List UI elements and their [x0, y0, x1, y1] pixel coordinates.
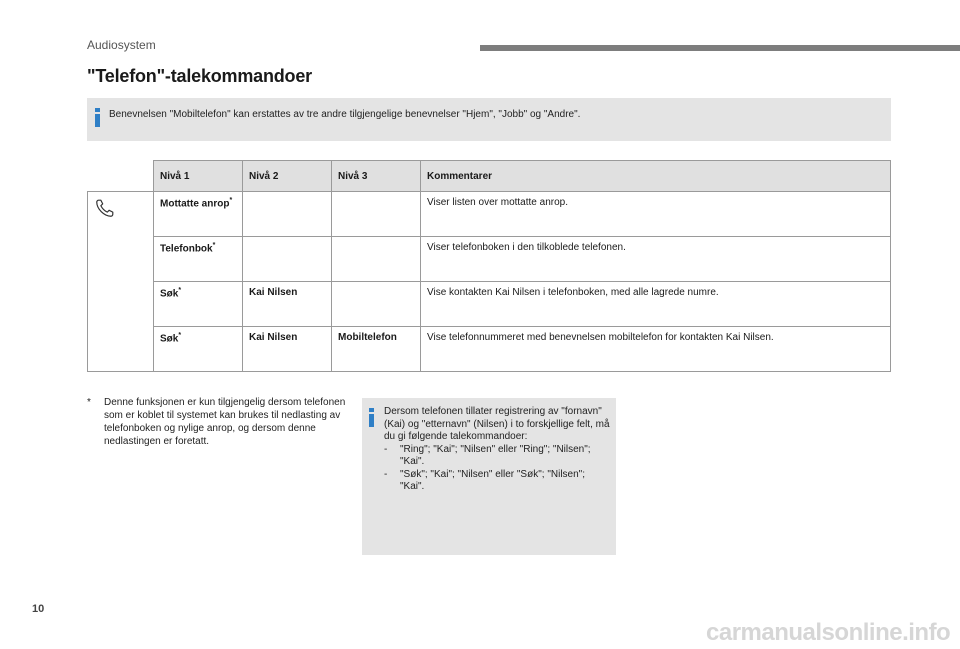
table-header-cell: Nivå 2 [243, 161, 332, 192]
table-header-cell: Nivå 1 [154, 161, 243, 192]
table-cell-level2: Kai Nilsen [243, 282, 332, 327]
table-cell-level2 [243, 237, 332, 282]
table-cell-level3: Mobiltelefon [332, 327, 421, 372]
table-cell-comment: Vise kontakten Kai Nilsen i telefonboken, med alle lagrede numre. [421, 282, 891, 327]
info-note-intro: Dersom telefonen tillater registrering av "fornavn" (Kai) og "etternavn" (Nilsen) i to forskjellige felt, må du gi følgende talekommandoer: [384, 406, 610, 442]
table-header-cell: Nivå 3 [332, 161, 421, 192]
table-cell-comment: Viser listen over mottatte anrop. [421, 192, 891, 237]
table-cell-level1: Søk* [154, 282, 243, 327]
section-label: Audiosystem [87, 38, 156, 52]
table-cell-comment: Vise telefonnummeret med benevnelsen mobiltelefon for kontakten Kai Nilsen. [421, 327, 891, 372]
footnote [87, 396, 352, 448]
table-row [88, 282, 891, 327]
watermark: carmanualsonline.info [706, 619, 951, 646]
table-row [88, 237, 891, 282]
footnote-marker: * [87, 397, 91, 408]
info-note-top [87, 98, 891, 141]
header-bar [480, 45, 960, 51]
info-icon [95, 108, 100, 127]
table-cell-level1: Telefonbok* [154, 237, 243, 282]
table-cell-level1: Søk* [154, 327, 243, 372]
info-note-bottom [362, 398, 616, 555]
table-header-cell: Kommentarer [421, 161, 891, 192]
table-cell-comment: Viser telefonboken i den tilkoblede telefonen. [421, 237, 891, 282]
table-cell-level3 [332, 192, 421, 237]
info-icon [369, 408, 374, 427]
table-cell-level2 [243, 192, 332, 237]
table-header-blank [88, 161, 154, 192]
page-number: 10 [32, 603, 45, 615]
list-item: - "Søk"; "Kai"; "Nilsen" eller "Søk"; "Nilsen"; "Kai". [384, 468, 585, 492]
list-item: - "Ring"; "Kai"; "Nilsen" eller "Ring"; "Nilsen"; "Kai". [384, 443, 591, 467]
phone-icon-cell [88, 192, 154, 372]
page-title: "Telefon"-talekommandoer [87, 66, 312, 86]
table-cell-level3 [332, 282, 421, 327]
table-header-row [88, 161, 891, 192]
table-row [88, 192, 891, 237]
phone-icon [94, 197, 116, 219]
table-cell-level3 [332, 237, 421, 282]
table-row [88, 327, 891, 372]
table-cell-level1: Mottatte anrop* [154, 192, 243, 237]
footnote-text: Denne funksjonen er kun tilgjengelig dersom telefonen som er koblet til systemet kan brukes til nedlasting av telefonboken og nylige anrop, og dersom denne nedlastingen er foretatt. [104, 397, 346, 447]
table-cell-level2: Kai Nilsen [243, 327, 332, 372]
voice-command-table [87, 160, 891, 372]
info-note-text: Benevnelsen "Mobiltelefon" kan erstattes av tre andre tilgjengelige benevnelser "Hjem", "Jobb" og "Andre". [109, 109, 581, 120]
